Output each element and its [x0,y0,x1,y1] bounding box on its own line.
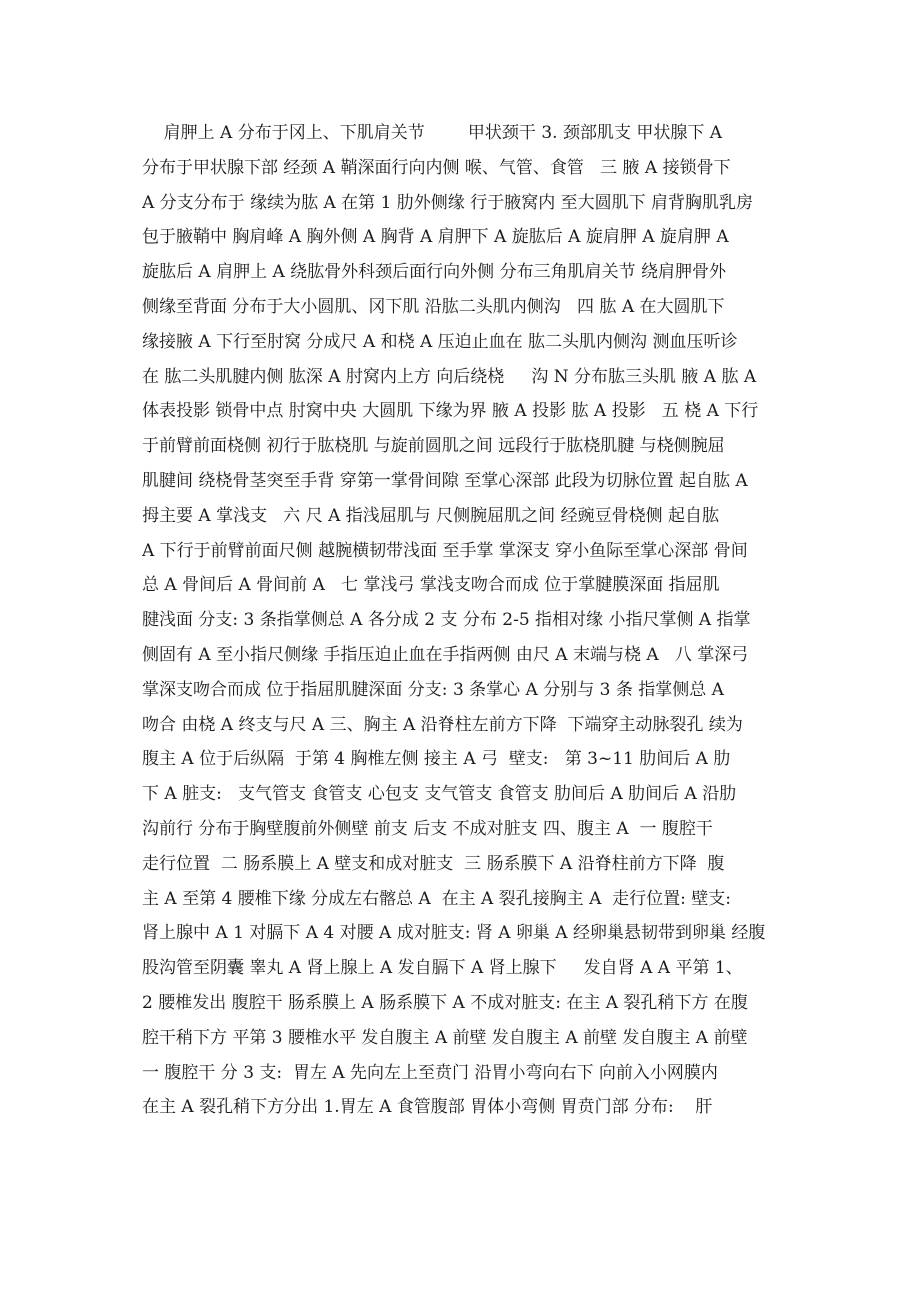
text-line: 旋肱后 A 肩胛上 A 绕肱骨外科颈后面行向外侧 分布三角肌肩关节 绕肩胛骨外 [142,262,726,283]
text-line: 在主 A 裂孔稍下方分出 1.胃左 A 食管腹部 胃体小弯侧 胃贲门部 分布: 肝 [142,1097,713,1118]
text-line: 下 A 脏支: 支气管支 食管支 心包支 支气管支 食管支 肋间后 A 肋间后 A 沿肋 [142,784,737,805]
text-line: 肩胛上 A 分布于冈上、下肌肩关节 甲状颈干 3. 颈部肌支 甲状腺下 A [142,123,723,143]
text-line: 侧缘至背面 分布于大小圆肌、冈下肌 沿肱二头肌内侧沟 四 肱 A 在大圆肌下 [142,296,725,317]
text-line: 包于腋鞘中 胸肩峰 A 胸外侧 A 胸背 A 肩胛下 A 旋肱后 A 旋肩胛 A 旋肩胛 A [142,227,729,248]
text-line: 股沟管至阴囊 睾丸 A 肾上腺上 A 发自膈下 A 肾上腺下 发自肾 A A 平第 1、 [142,958,743,979]
text-line: 2 腰椎发出 腹腔干 肠系膜上 A 肠系膜下 A 不成对脏支: 在主 A 裂孔稍下方 在腹 [142,992,748,1013]
text-line: 缘接腋 A 下行至肘窝 分成尺 A 和桡 A 压迫止血在 肱二头肌内侧沟 测血压听诊 [142,331,738,352]
text-line: A 分支分布于 缘续为肱 A 在第 1 肋外侧缘 行于腋窝内 至大圆肌下 肩背胸肌乳房 [142,192,754,213]
text-line: 走行位置 二 肠系膜上 A 壁支和成对脏支 三 肠系膜下 A 沿脊柱前方下降 腹 [142,853,725,874]
text-line: 肾上腺中 A 1 对膈下 A 4 对腰 A 成对脏支: 肾 A 卵巢 A 经卵巢悬韧带到卵巢 经腹 [142,923,766,944]
text-line: A 下行于前臂前面尺侧 越腕横韧带浅面 至手掌 掌深支 穿小鱼际至掌心深部 骨间 [142,540,748,561]
text-line: 腔干稍下方 平第 3 腰椎水平 发自腹主 A 前壁 发自腹主 A 前壁 发自腹主 A 前壁 [142,1027,748,1048]
text-line: 腹主 A 位于后纵隔 于第 4 胸椎左侧 接主 A 弓 壁支: 第 3~11 肋间后 A 肋 [142,749,731,770]
text-line: 主 A 至第 4 腰椎下缘 分成左右髂总 A 在主 A 裂孔接胸主 A 走行位置: 壁支: [142,888,732,909]
text-line: 沟前行 分布于胸壁腹前外侧壁 前支 后支 不成对脏支 四、腹主 A 一 腹腔干 [142,818,713,839]
document-body [142,116,792,1125]
text-line: 于前臂前面桡侧 初行于肱桡肌 与旋前圆肌之间 远段行于肱桡肌腱 与桡侧腕屈 [142,436,725,457]
text-line: 分布于甲状腺下部 经颈 A 鞘深面行向内侧 喉、气管、食管 三 腋 A 接锁骨下 [142,157,731,178]
text-line: 拇主要 A 掌浅支 六 尺 A 指浅屈肌与 尺侧腕屈肌之间 经豌豆骨桡侧 起自肱 [142,505,719,526]
text-line: 体表投影 锁骨中点 肘窝中央 大圆肌 下缘为界 腋 A 投影 肱 A 投影 五 桡 A 下行 [142,401,759,422]
text-line: 一 腹腔干 分 3 支: 胃左 A 先向左上至贲门 沿胃小弯向右下 向前入小网膜内 [142,1062,718,1083]
text-line: 吻合 由桡 A 终支与尺 A 三、胸主 A 沿脊柱左前方下降 下端穿主动脉裂孔 续为 [142,714,743,735]
text-line: 掌深支吻合而成 位于指屈肌腱深面 分支: 3 条掌心 A 分别与 3 条 指掌侧总 A [142,679,724,700]
text-line: 总 A 骨间后 A 骨间前 A 七 掌浅弓 掌浅支吻合而成 位于掌腱膜深面 指屈肌 [142,575,720,596]
text-line: 侧固有 A 至小指尺侧缘 手指压迫止血在手指两侧 由尺 A 末端与桡 A 八 掌深弓 [142,644,749,665]
text-line: 在 肱二头肌腱内侧 肱深 A 肘窝内上方 向后绕桡 沟 N 分布肱三头肌 腋 A 肱 A [142,366,757,387]
text-line: 肌腱间 绕桡骨茎突至手背 穿第一掌骨间隙 至掌心深部 此段为切脉位置 起自肱 A [142,470,748,491]
text-line: 腱浅面 分支: 3 条指掌侧总 A 各分成 2 支 分布 2-5 指相对缘 小指尺掌侧 A 指掌 [142,610,751,631]
